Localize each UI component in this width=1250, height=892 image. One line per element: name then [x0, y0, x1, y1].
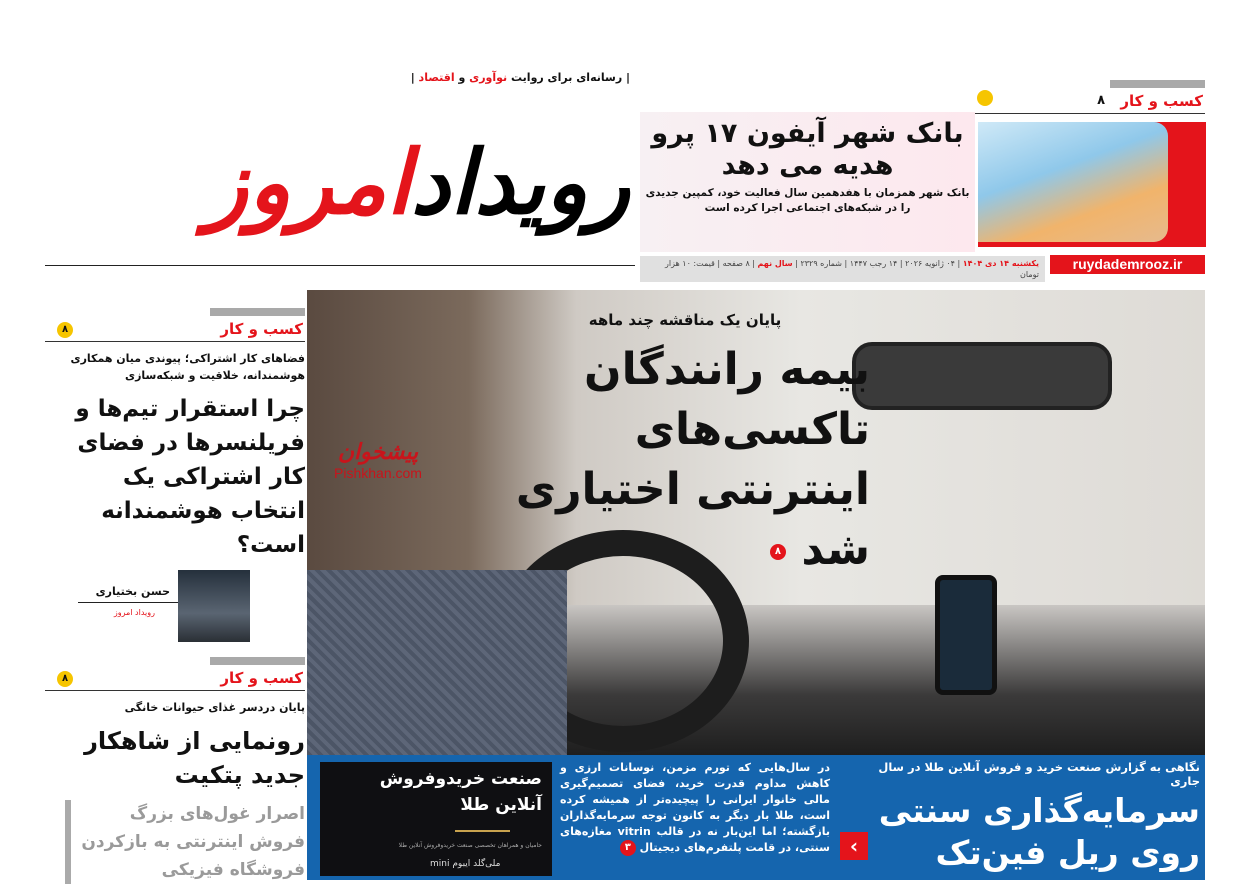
band-body: در سال‌هایی که تورم مزمن، نوسانات ارزی و کاهش مداوم قدرت خرید، فضای تصمیم‌گیری مالی خانوار ایرانی را پیچیده‌تر از همیشه کرده است، طلا بار دیگر به کانون توجه سرمایه‌گذاران بازگشته؛ اما این‌بار نه در قالب vitrin مغازه‌های سنتی، در قامت پلتفرم‌های دیجیتال ۳ [560, 761, 830, 854]
ad-story[interactable]: بانک شهر آیفون ۱۷ پرو هدیه می دهد بانک شهر همزمان با هفدهمین سال فعالیت خود، کمپین جدیدی را در شبکه‌های اجتماعی اجرا کرده است [640, 112, 975, 252]
ad-image [978, 122, 1206, 247]
main-story [500, 310, 870, 580]
dot-icon [977, 90, 993, 106]
date-bar: یکشنبه ۱۴ دی ۱۴۰۴ | ۰۴ ژانویه ۲۰۲۶ | ۱۴ رجب ۱۴۴۷ | شماره ۲۳۲۹ | سال نهم | ۸ صفحه | قیمت: ۱۰ هزار تومان [640, 256, 1045, 282]
main-headline[interactable]: بیمه رانندگان تاکسی‌های اینترنتی اختیاری شد ۸ [515, 344, 870, 575]
left-column [45, 318, 305, 884]
band-headline[interactable]: سرمایه‌گذاری سنتی روی ریل فین‌تک [878, 791, 1200, 872]
watermark: پیشخوان Pishkhan.com [334, 440, 422, 481]
divider [65, 800, 71, 884]
secondary-headline[interactable]: اصرار غول‌های بزرگ فروش اینترنتی به بازکردن فروشگاه فیزیکی [81, 804, 305, 880]
tagline: | رسانه‌ای برای روایت نوآوری و اقتصاد | [410, 71, 630, 84]
masthead-logo[interactable]: رویدادامروز [205, 130, 630, 234]
main-kicker: پایان یک مناقشه چند ماهه [588, 311, 782, 329]
story-headline[interactable]: چرا استقرار تیم‌ها و فریلنسرها در فضای کار اشتراکی یک انتخاب هوشمندانه است؟ [75, 396, 305, 558]
chevron-left-icon[interactable]: ‹ [840, 832, 868, 860]
band-story [875, 760, 1200, 874]
divider [45, 265, 635, 266]
section-header: کسب و کار ۸ [45, 318, 305, 342]
story-kicker: فضاهای کار اشتراکی؛ پیوندی میان همکاری هوشمندانه، خلاقیت و شبکه‌سازی [70, 352, 305, 382]
story-kicker: پایان دردسر غذای حیوانات خانگی [124, 701, 305, 714]
band-kicker: نگاهی به گزارش صنعت خرید و فروش آنلاین طلا در سال جاری [878, 760, 1200, 788]
section-header: کسب و کار ۸ [975, 90, 1205, 114]
secondary-story [45, 800, 305, 884]
story-headline[interactable]: رونمایی از شاهکار جدید پتکیت [84, 727, 305, 789]
website-link[interactable]: ruydademrooz.ir [1050, 255, 1205, 274]
author-box: حسن بختیاری رویداد امروز [45, 570, 305, 645]
avatar [178, 570, 250, 642]
gold-ad[interactable]: صنعت خریدوفروش آنلاین طلا حامیان و همراهان تخصصی صنعت خریدوفروش آنلاین طلا ملی‌گلد ایبوم mini [320, 762, 552, 876]
section-header: کسب و کار ۸ [45, 667, 305, 691]
